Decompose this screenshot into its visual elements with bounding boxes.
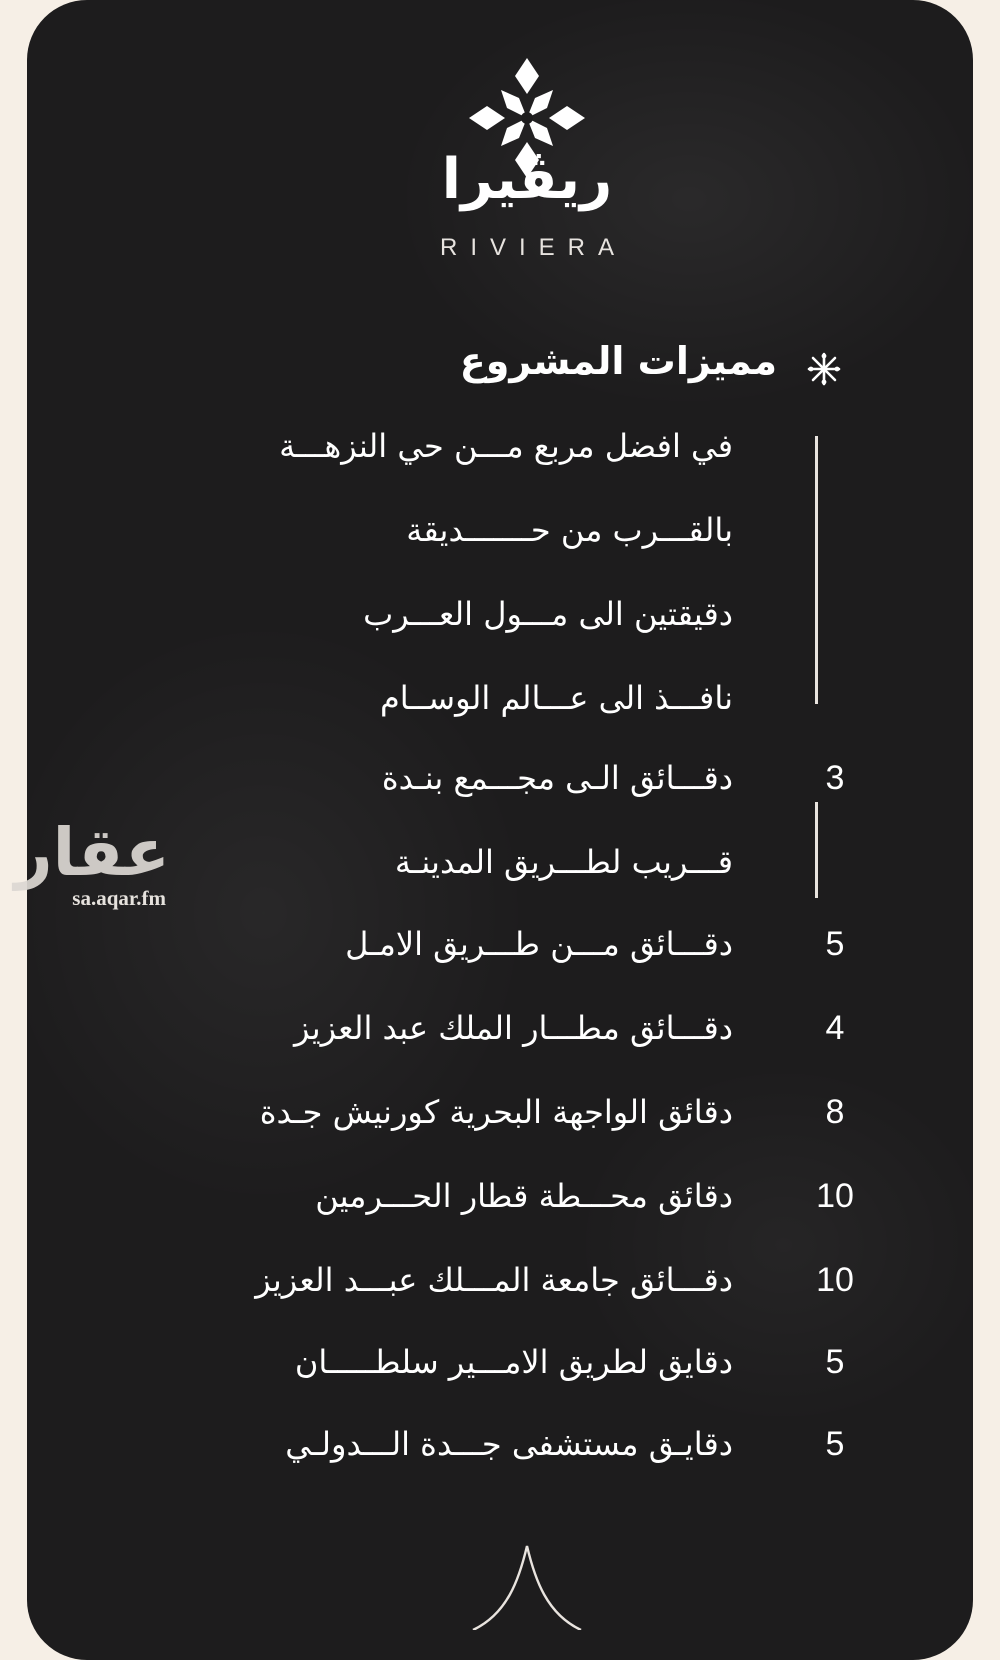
feature-number: 3 <box>825 759 845 797</box>
features-divider-line <box>815 802 818 898</box>
feature-number: 10 <box>816 1177 854 1215</box>
section-title: مميزات المشروع <box>459 339 777 383</box>
feature-number: 4 <box>825 1009 845 1047</box>
features-divider-line <box>815 436 818 704</box>
feature-text: في افضل مربع مـــن حي النزهـــة <box>279 427 733 465</box>
feature-text: بالقـــرب من حـــــــديقة <box>406 511 733 549</box>
feature-number: 10 <box>816 1261 854 1299</box>
feature-text: دقـــائق الـى مجـــمع بنـدة <box>381 759 733 797</box>
arch-ornament-icon <box>467 1540 587 1630</box>
feature-text: دقيقتين الى مـــول العـــرب <box>363 595 733 633</box>
feature-text: دقـــائق مـــن طـــريق الامـل <box>345 925 733 963</box>
feature-number: 8 <box>825 1093 845 1131</box>
brand-name-english: RIVIERA <box>439 234 628 261</box>
feature-text: نافـــذ الى عـــالم الوســام <box>379 679 733 717</box>
feature-text: دقـــائق جامعة المـــلك عبـــد العزيز <box>255 1261 733 1299</box>
feature-text: دقائق محـــطة قطار الحـــرمين <box>315 1177 733 1215</box>
watermark-logo-text: عقار <box>14 814 170 891</box>
brand-name-arabic: ريڤيرا <box>441 147 613 212</box>
feature-number: 5 <box>825 925 845 963</box>
feature-text: دقايـق مستشفى جـــدة الـــدولـي <box>285 1425 733 1463</box>
feature-number: 5 <box>825 1343 845 1381</box>
feature-number: 5 <box>825 1425 845 1463</box>
watermark-url: sa.aqar.fm <box>72 886 166 910</box>
snowflake-icon <box>807 352 841 386</box>
feature-text: دقـــائق مطـــار الملك عبد العزيز <box>294 1009 733 1047</box>
feature-text: دقائق الواجهة البحرية كورنيش جـدة <box>259 1093 733 1131</box>
feature-text: دقايق لطريق الامـــير سلطـــــان <box>294 1343 733 1381</box>
feature-text: قـــريب لطـــريق المدينـة <box>394 843 733 881</box>
aqar-watermark <box>0 814 170 911</box>
